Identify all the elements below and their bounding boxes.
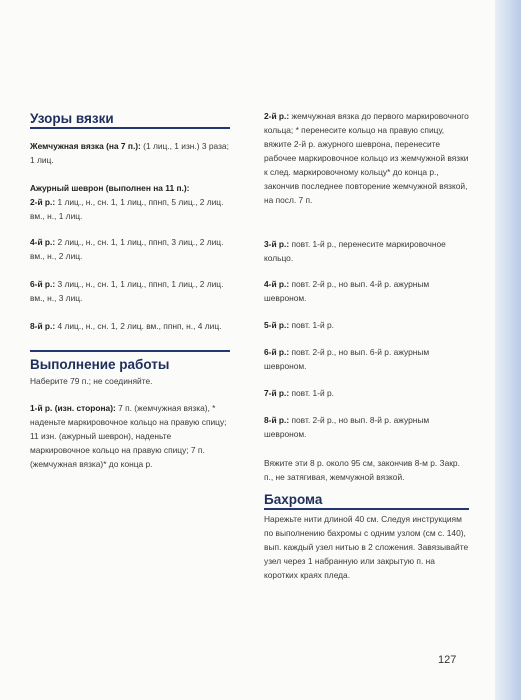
- row-4-instructions: 4-й р.: повт. 2-й р., но вып. 4-й р. ажурным шевроном.: [264, 279, 430, 303]
- chevron-row-6: 6-й р.: 3 лиц., н., сн. 1, 1 лиц., ппнп, 1 лиц., 2 лиц. вм., н., 3 лиц.: [30, 279, 224, 303]
- row-3-instructions: 3-й р.: повт. 1-й р., перенесите маркировочное кольцо.: [264, 239, 446, 263]
- heading-work-instructions: Выполнение работы: [30, 357, 170, 372]
- row-7-instructions: 7-й р.: повт. 1-й р.: [264, 388, 334, 398]
- chevron-row-2: 2-й р.: 1 лиц., н., сн. 1, 1 лиц., ппнп, 5 лиц., 2 лиц. вм., н., 1 лиц.: [30, 197, 224, 221]
- chevron-row-4: 4-й р.: 2 лиц., н., сн. 1, 1 лиц., ппнп, 3 лиц., 2 лиц. вм., н., 2 лиц.: [30, 237, 224, 261]
- pearl-stitch-text: Жемчужная вязка (на 7 п.): (1 лиц., 1 изн.) 3 раза; 1 лиц.: [30, 141, 229, 165]
- cast-on-text: Наберите 79 п.; не соединяйте.: [30, 376, 153, 386]
- row-8-instructions: 8-й р.: повт. 2-й р., но вып. 8-й р. ажурным шевроном.: [264, 415, 430, 439]
- row-1-instructions: 1-й р. (изн. сторона): 7 п. (жемчужная вязка), * наденьте маркировочное кольцо на правую спицу; 11 изн. (ажурный шеврон), наденьте маркировочное кольцо на правую спицу; 7 п. (жемчужная вязка)* до конца р.: [30, 403, 227, 469]
- page-number: 127: [438, 654, 457, 666]
- row-2-instructions: 2-й р.: жемчужная вязка до первого маркировочного кольца; * перенесите кольцо на правую спицу, вяжите 2-й р. ажурного шеврона, перенесите рабочее маркировочное кольцо из жемчужной вязки к след. маркировочному кольцу* до конца р., закончив последнее повторение жемчужной вязкой, на посл. 7 п.: [264, 111, 469, 205]
- heading-rule: [30, 350, 230, 352]
- finishing-text: Вяжите эти 8 р. около 95 см, закончив 8-м р. Закр. п., не затягивая, жемчужной вязкой.: [264, 458, 460, 482]
- heading-rule: [30, 127, 230, 129]
- heading-fringe: Бахрома: [264, 492, 323, 507]
- pearl-stitch-label: Жемчужная вязка (на 7 п.):: [30, 141, 141, 151]
- heading-stitch-patterns: Узоры вязки: [30, 111, 114, 126]
- chevron-row-8: 8-й р.: 4 лиц., н., сн. 1, 2 лиц. вм., ппнп, н., 4 лиц.: [30, 321, 222, 331]
- chevron-title: Ажурный шеврон (выполнен на 11 п.):: [30, 183, 190, 193]
- heading-rule: [264, 508, 469, 510]
- row-5-instructions: 5-й р.: повт. 1-й р.: [264, 320, 334, 330]
- page-edge-band: [495, 0, 521, 700]
- fringe-text: Нарежьте нити длиной 40 см. Следуя инструкциям по выполнению бахромы с одним узлом (см с. 140), вып. каждый узел нитью в 2 сложения. Завязывайте узел через 1 набранную или закрытую п. на коротких краях пледа.: [264, 514, 469, 580]
- row-6-instructions: 6-й р.: повт. 2-й р., но вып. 6-й р. ажурным шевроном.: [264, 347, 430, 371]
